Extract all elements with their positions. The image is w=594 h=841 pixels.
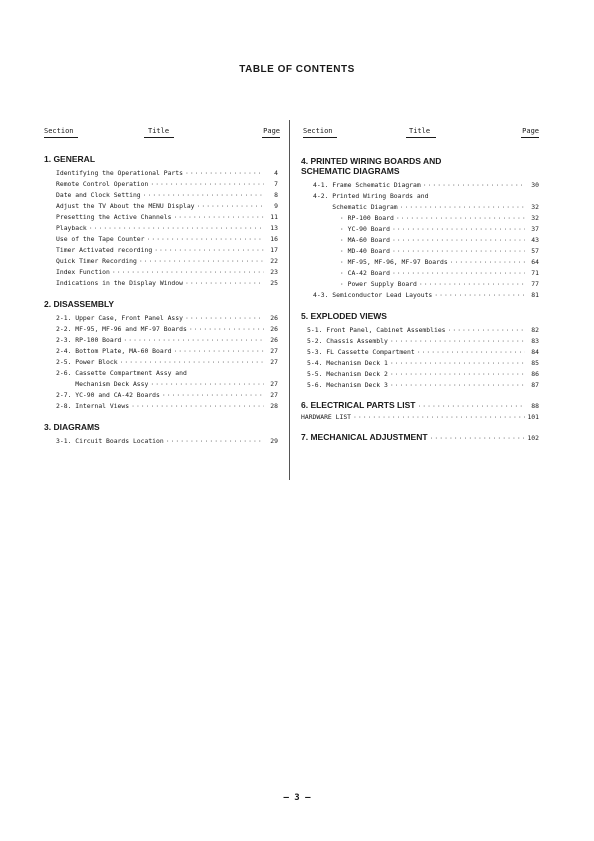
section-7-entry[interactable]: 7. MECHANICAL ADJUSTMENT ····· 102 — [301, 432, 539, 443]
right-column-header — [303, 127, 539, 141]
toc-entry[interactable]: · MF-95, MF-96, MF-97 Boards ····· 64 — [313, 258, 539, 269]
section-6-list — [301, 413, 539, 424]
toc-entry[interactable]: Use of the Tape Counter ····· 16 — [56, 235, 278, 246]
toc-entry[interactable]: Indications in the Display Window ····· 25 — [56, 279, 278, 290]
right-column — [301, 156, 539, 443]
toc-entry[interactable]: · RP-100 Board ····· 32 — [313, 214, 539, 225]
toc-entry[interactable]: Mechanism Deck Assy ····· 27 — [56, 380, 278, 391]
toc-entry[interactable]: 2-5. Power Block ····· 27 — [56, 358, 278, 369]
section-6-title: 6. ELECTRICAL PARTS LIST — [301, 400, 416, 410]
toc-entry[interactable]: 2-7. YC-90 and CA-42 Boards ····· 27 — [56, 391, 278, 402]
left-column-header — [44, 127, 280, 141]
section-2-list — [56, 314, 278, 413]
section-5-title: 5. EXPLODED VIEWS — [301, 311, 387, 321]
toc-entry[interactable]: Date and Clock Setting ····· 8 — [56, 191, 278, 202]
toc-entry[interactable]: 4-1. Frame Schematic Diagram ····· 30 — [313, 181, 539, 192]
toc-entry[interactable]: 4-3. Semiconductor Lead Layouts ····· 81 — [313, 291, 539, 302]
toc-entry[interactable]: 5-4. Mechanism Deck 1 ····· 85 — [307, 359, 539, 370]
title-header: Title — [409, 127, 431, 135]
toc-entry[interactable]: 2-2. MF-95, MF-96 and MF-97 Boards ····· 26 — [56, 325, 278, 336]
toc-entry[interactable]: · Power Supply Board ····· 77 — [313, 280, 539, 291]
title-header: Title — [148, 127, 170, 135]
toc-entry[interactable]: · MA-60 Board ····· 43 — [313, 236, 539, 247]
toc-entry[interactable]: Schematic Diagram ····· 32 — [313, 203, 539, 214]
left-column — [44, 154, 278, 448]
column-divider — [289, 120, 290, 480]
toc-entry[interactable]: 5-3. FL Cassette Compartment ····· 84 — [307, 348, 539, 359]
toc-entry[interactable]: Remote Control Operation ····· 7 — [56, 180, 278, 191]
toc-entry[interactable]: 2-3. RP-100 Board ····· 26 — [56, 336, 278, 347]
toc-entry[interactable]: 5-5. Mechanism Deck 2 ····· 86 — [307, 370, 539, 381]
toc-entry[interactable]: 2-4. Bottom Plate, MA-60 Board ····· 27 — [56, 347, 278, 358]
section-1-list — [56, 169, 278, 290]
section-4-list — [313, 181, 539, 302]
section-3-title: 3. DIAGRAMS — [44, 422, 100, 432]
toc-entry[interactable]: Identifying the Operational Parts ····· 4 — [56, 169, 278, 180]
toc-entry[interactable]: 2-6. Cassette Compartment Assy and — [56, 369, 187, 377]
section-6-entry[interactable]: 6. ELECTRICAL PARTS LIST ····· 88 — [301, 400, 539, 411]
toc-entry[interactable]: Presetting the Active Channels ····· 11 — [56, 213, 278, 224]
toc-entry[interactable]: Adjust the TV About the MENU Display ····· 9 — [56, 202, 278, 213]
page-number: — 3 — — [283, 793, 311, 803]
section-4-title: 4. PRINTED WIRING BOARDS AND SCHEMATIC DIAGRAMS — [301, 156, 442, 176]
toc-entry[interactable]: 4-2. Printed Wiring Boards and — [313, 192, 429, 200]
toc-entry[interactable]: Index Function ····· 23 — [56, 268, 278, 279]
toc-entry[interactable]: 5-1. Front Panel, Cabinet Assemblies ····· 82 — [307, 326, 539, 337]
toc-entry[interactable]: · CA-42 Board ····· 71 — [313, 269, 539, 280]
toc-entry[interactable]: HARDWARE LIST ····· 101 — [301, 413, 539, 424]
toc-entry[interactable]: · MD-40 Board ····· 57 — [313, 247, 539, 258]
toc-entry[interactable]: 3-1. Circuit Boards Location ····· 29 — [56, 437, 278, 448]
section-7-title: 7. MECHANICAL ADJUSTMENT — [301, 432, 428, 442]
toc-entry[interactable]: 2-8. Internal Views ····· 28 — [56, 402, 278, 413]
section-1-title: 1. GENERAL — [44, 154, 96, 164]
section-3-list — [56, 437, 278, 448]
section-header: Section — [303, 127, 333, 135]
section-5-list — [307, 326, 539, 392]
page-header: Page — [263, 127, 280, 135]
toc-entry[interactable]: Quick Timer Recording ····· 22 — [56, 257, 278, 268]
toc-entry[interactable]: 5-2. Chassis Assembly ····· 83 — [307, 337, 539, 348]
toc-entry[interactable]: 5-6. Mechanism Deck 3 ····· 87 — [307, 381, 539, 392]
section-2-title: 2. DISASSEMBLY — [44, 299, 115, 309]
page-header: Page — [522, 127, 539, 135]
toc-entry[interactable]: Playback ····· 13 — [56, 224, 278, 235]
page-title: TABLE OF CONTENTS — [239, 64, 355, 75]
toc-entry[interactable]: 2-1. Upper Case, Front Panel Assy ····· 26 — [56, 314, 278, 325]
section-header: Section — [44, 127, 74, 135]
toc-entry[interactable]: Timer Activated recording ····· 17 — [56, 246, 278, 257]
toc-entry[interactable]: · YC-90 Board ····· 37 — [313, 225, 539, 236]
